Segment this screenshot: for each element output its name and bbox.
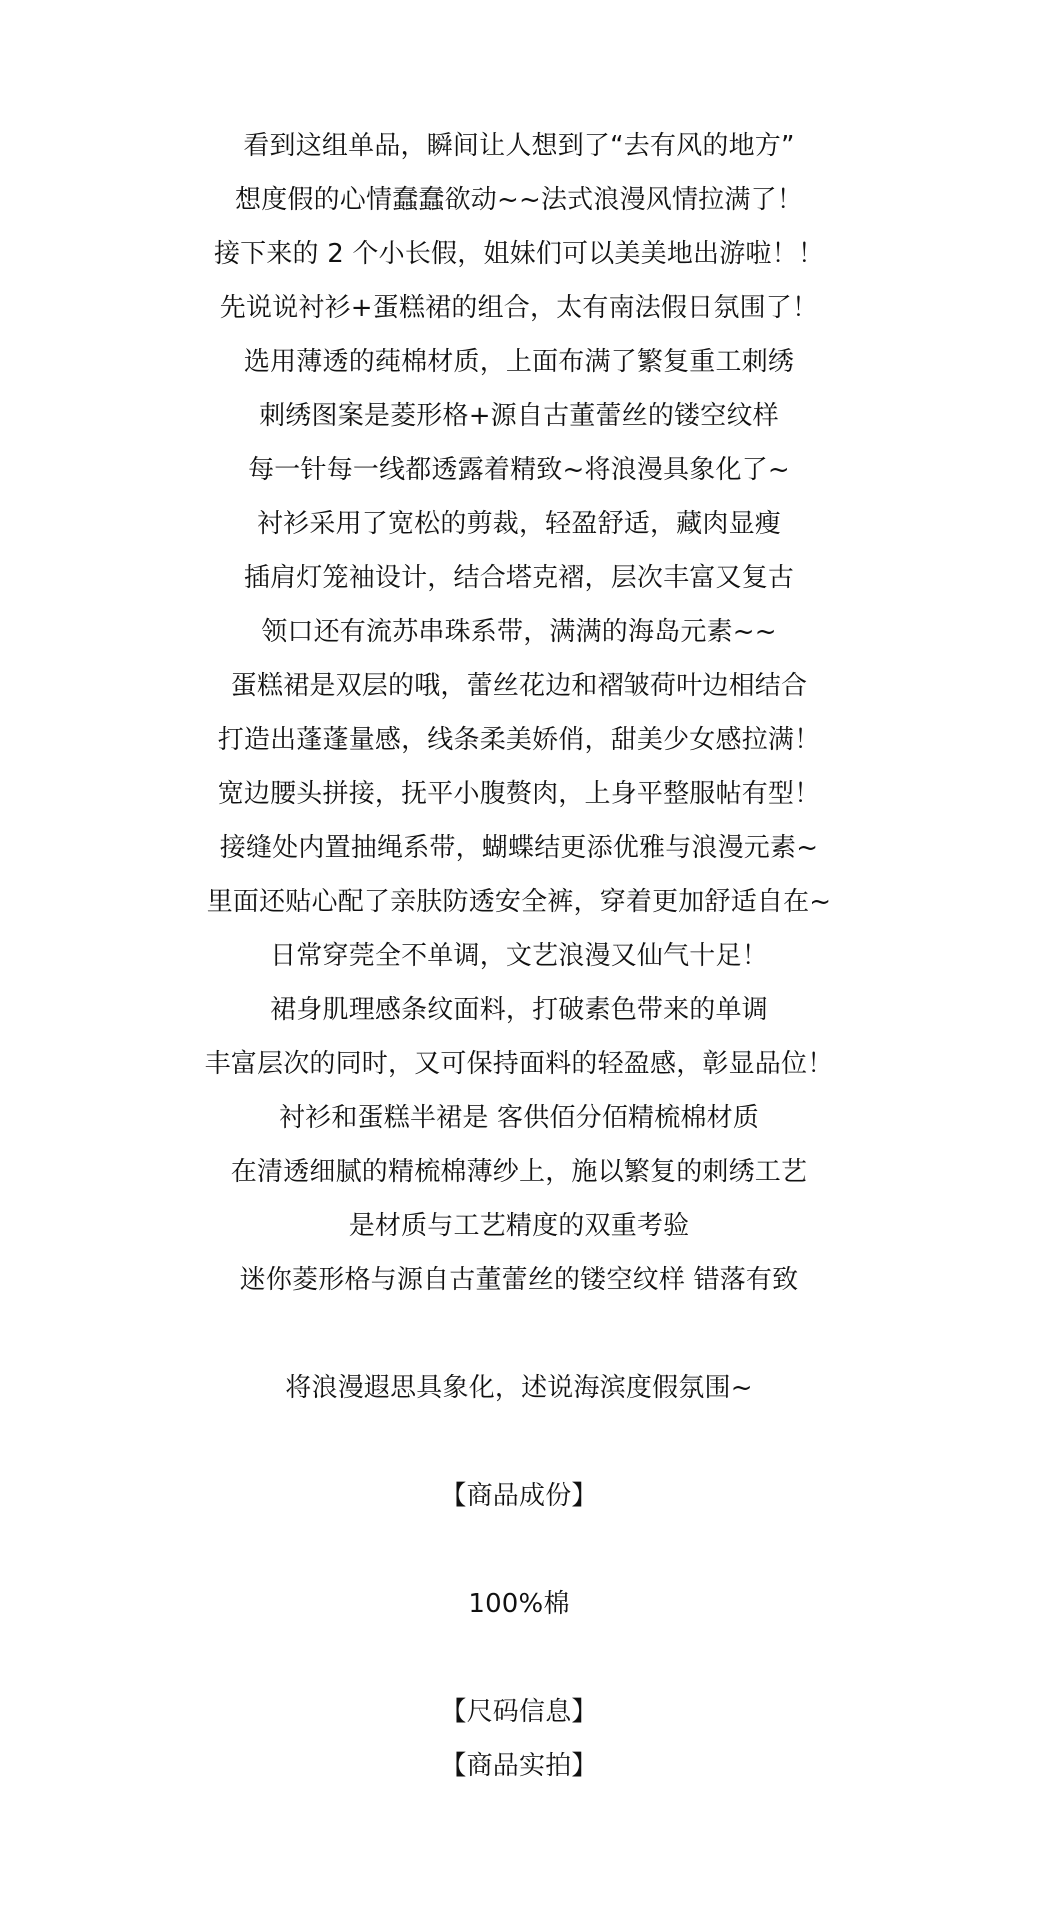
blank-line bbox=[0, 1523, 1038, 1577]
composition-value: 100%棉 bbox=[468, 1589, 570, 1619]
description-line: 日常穿莞全不单调，文艺浪漫又仙气十足！ bbox=[270, 941, 768, 971]
section-heading-size-info: 【尺码信息】 bbox=[440, 1697, 598, 1727]
description-line: 在清透细腻的精梳棉薄纱上，施以繁复的刺绣工艺 bbox=[230, 1157, 808, 1187]
description-line: 刺绣图案是菱形格+源自古董蕾丝的镂空纹样 bbox=[259, 401, 779, 431]
blank-line bbox=[0, 1415, 1038, 1469]
section-heading-composition: 【商品成份】 bbox=[440, 1481, 598, 1511]
description-line: 打造出蓬蓬量感，线条柔美娇俏，甜美少女感拉满！ bbox=[217, 725, 821, 755]
product-description bbox=[0, 119, 1038, 1793]
blank-line bbox=[0, 1631, 1038, 1685]
description-line: 蛋糕裙是双层的哦，蕾丝花边和褶皱荷叶边相结合 bbox=[230, 671, 808, 701]
description-line: 宽边腰头拼接，抚平小腹赘肉，上身平整服帖有型！ bbox=[217, 779, 821, 809]
description-line: 想度假的心情蠢蠢欲动~~法式浪漫风情拉满了！ bbox=[235, 185, 803, 215]
blank-line bbox=[0, 1307, 1038, 1361]
description-line: 里面还贴心配了亲肤防透安全裤，穿着更加舒适自在~ bbox=[206, 887, 832, 917]
description-line: 接缝处内置抽绳系带，蝴蝶结更添优雅与浪漫元素~ bbox=[219, 833, 819, 863]
description-line: 衬衫采用了宽松的剪裁，轻盈舒适，藏肉显瘦 bbox=[256, 509, 781, 539]
description-line: 先说说衬衫+蛋糕裙的组合，太有南法假日氛围了！ bbox=[219, 293, 819, 323]
description-line: 接下来的 2 个小长假，姐妹们可以美美地出游啦！！ bbox=[213, 239, 825, 269]
description-line: 领口还有流苏串珠系带，满满的海岛元素~~ bbox=[261, 617, 777, 647]
description-line: 选用薄透的莼棉材质，上面布满了繁复重工刺绣 bbox=[243, 347, 795, 377]
description-line: 裙身肌理感条纹面料，打破素色带来的单调 bbox=[270, 995, 768, 1025]
description-line: 衬衫和蛋糕半裙是 客供佰分佰精梳棉材质 bbox=[278, 1103, 760, 1133]
description-line: 每一针每一线都透露着精致~将浪漫具象化了~ bbox=[248, 455, 790, 485]
section-heading-product-photos: 【商品实拍】 bbox=[440, 1751, 598, 1781]
description-line: 插肩灯笼袖设计，结合塔克褶，层次丰富又复古 bbox=[243, 563, 795, 593]
description-line: 迷你菱形格与源自古董蕾丝的镂空纹样 错落有致 bbox=[239, 1265, 799, 1295]
description-line: 丰富层次的同时，又可保持面料的轻盈感，彰显品位！ bbox=[204, 1049, 834, 1079]
description-line: 看到这组单品，瞬间让人想到了“去有风的地方” bbox=[243, 131, 795, 161]
description-line: 是材质与工艺精度的双重考验 bbox=[348, 1211, 690, 1241]
description-line: 将浪漫遐思具象化，述说海滨度假氛围~ bbox=[285, 1373, 753, 1403]
